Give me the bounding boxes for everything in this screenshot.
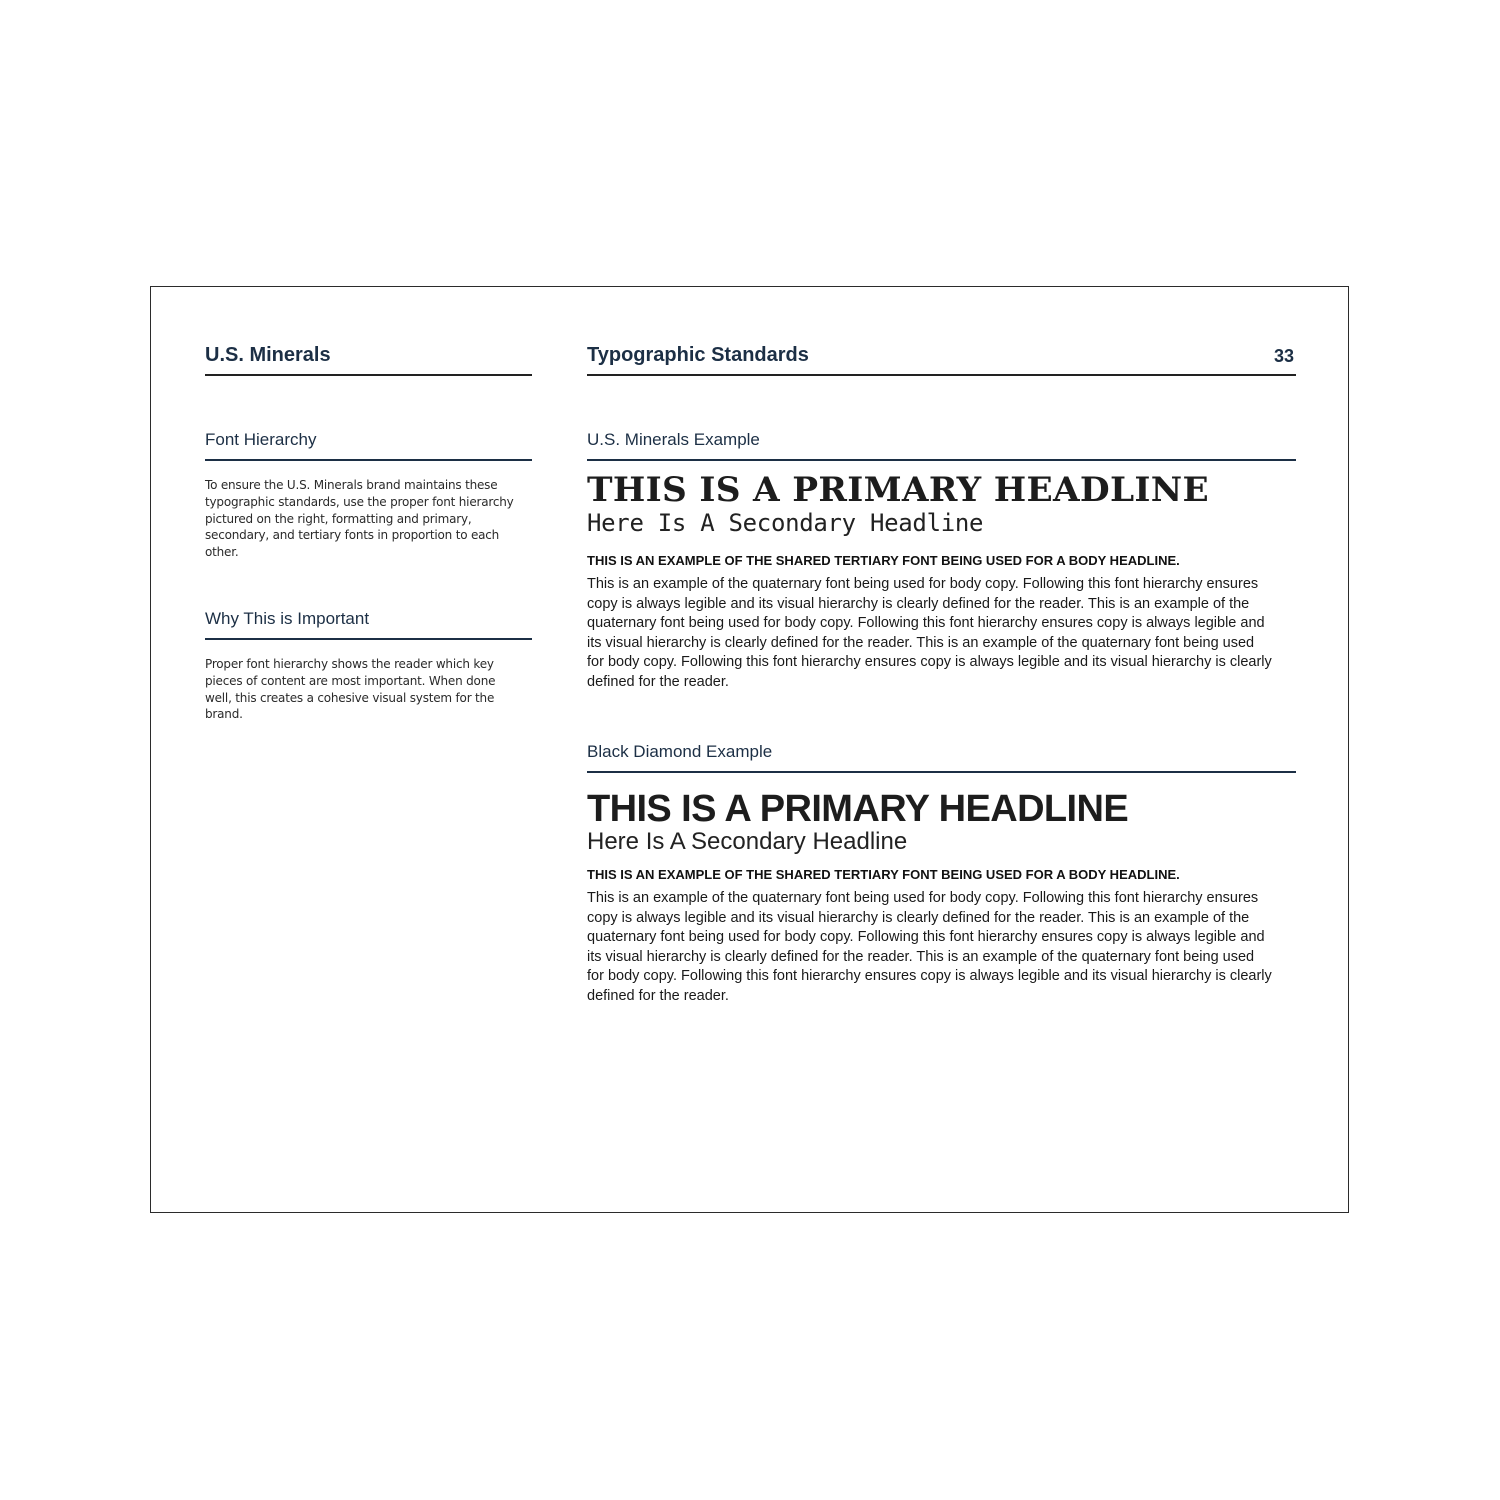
section-title-rule [587, 374, 1296, 376]
example-rule-black-diamond [587, 771, 1296, 773]
body-line: its visual hierarchy is clearly defined for the reader. This is an example of the quaternary font being used [587, 634, 1255, 651]
body-line: quaternary font being used for body copy. Following this font hierarchy ensures copy is always legible and [587, 615, 1265, 632]
why-important-title: Why This is Important [205, 609, 370, 628]
example-label-us-minerals: U.S. Minerals Example [587, 430, 760, 449]
body-line: This is an example of the quaternary font being used for body copy. Following this font hierarchy ensures [587, 890, 1259, 906]
example-label-black-diamond: Black Diamond Example [587, 742, 773, 761]
why-important-body: Proper font hierarchy shows the reader which key pieces of content are most important. When done well, this creates a cohesive visual system for the brand. [205, 657, 496, 722]
font-hierarchy-rule [205, 459, 532, 461]
body-line: quaternary font being used for body copy. Following this font hierarchy ensures copy is always legible and [587, 929, 1265, 946]
font-hierarchy-title: Font Hierarchy [205, 430, 317, 449]
brand-title-rule [205, 374, 532, 376]
body-line: defined for the reader. [587, 987, 729, 1004]
document-page [150, 286, 1349, 1213]
font-hierarchy-body: To ensure the U.S. Minerals brand maintains these typographic standards, use the proper font hierarchy pictured on the right, formatting and primary, secondary, and tertiary fonts in proportion to each other. [205, 478, 514, 560]
body-line: copy is always legible and its visual hierarchy is clearly defined for the reader. This is an example of the [587, 909, 1250, 926]
body-line: copy is always legible and its visual hierarchy is clearly defined for the reader. This is an example of the [587, 595, 1250, 612]
primary-headline-slab: THIS IS A PRIMARY HEADLINE [587, 470, 1209, 510]
body-line: for body copy. Following this font hierarchy ensures copy is always legible and its visual hierarchy is clearly [587, 968, 1272, 985]
body-copy-2 [587, 889, 1277, 1007]
body-line: This is an example of the quaternary font being used for body copy. Following this font hierarchy ensures [587, 576, 1259, 592]
brand-title: U.S. Minerals [205, 344, 331, 366]
page-number: 33 [1273, 346, 1294, 366]
tertiary-headline-2: THIS IS AN EXAMPLE OF THE SHARED TERTIARY FONT BEING USED FOR A BODY HEADLINE. [587, 867, 1180, 882]
body-line: its visual hierarchy is clearly defined for the reader. This is an example of the quaternary font being used [587, 948, 1255, 965]
secondary-headline-slab: Here Is A Secondary Headline [587, 509, 984, 537]
why-important-rule [205, 638, 532, 640]
primary-headline-sans: THIS IS A PRIMARY HEADLINE [587, 788, 1129, 830]
body-line: defined for the reader. [587, 673, 729, 690]
secondary-headline-sans: Here Is A Secondary Headline [587, 828, 908, 855]
example-rule-us-minerals [587, 459, 1296, 461]
section-title: Typographic Standards [587, 344, 809, 366]
body-copy-1 [587, 575, 1277, 693]
tertiary-headline-1: THIS IS AN EXAMPLE OF THE SHARED TERTIARY FONT BEING USED FOR A BODY HEADLINE. [587, 553, 1180, 568]
body-line: for body copy. Following this font hierarchy ensures copy is always legible and its visual hierarchy is clearly [587, 654, 1272, 671]
